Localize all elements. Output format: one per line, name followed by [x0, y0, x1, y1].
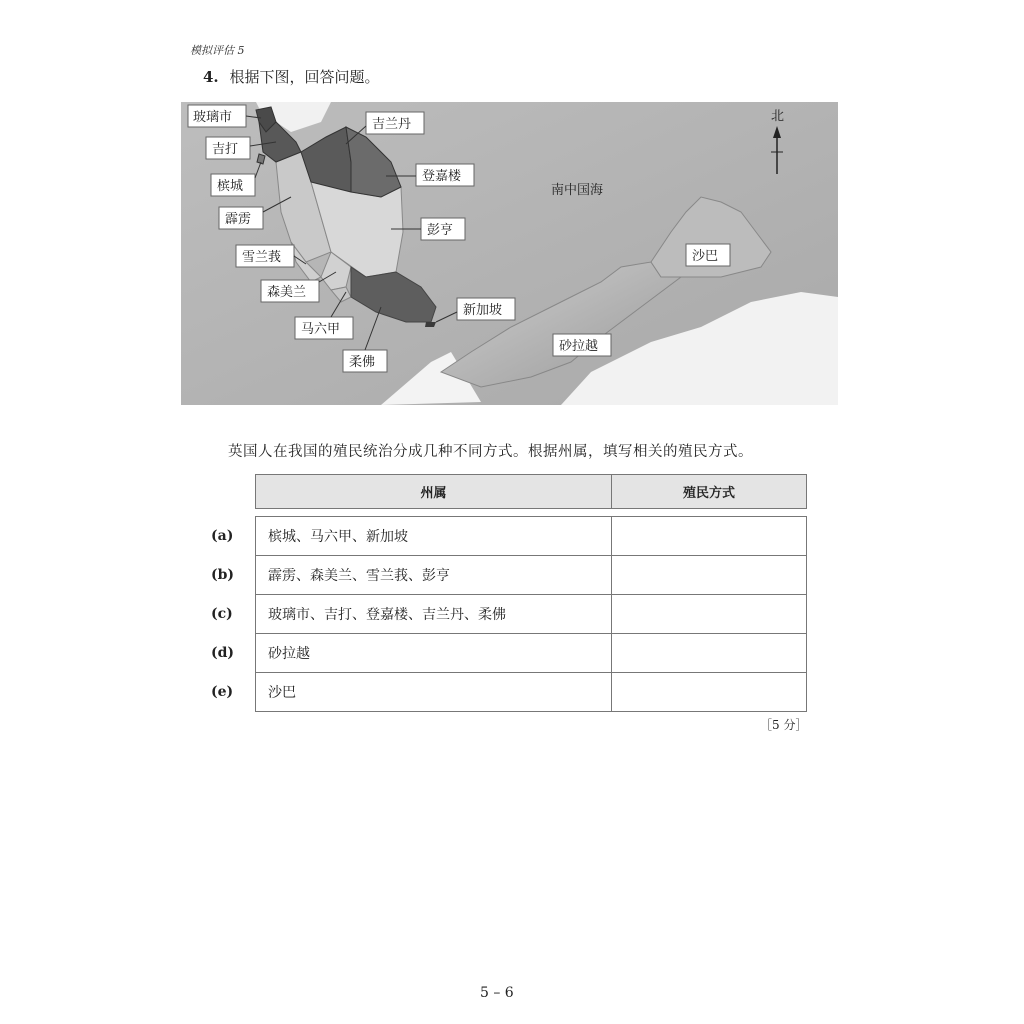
svg-text:马六甲: 马六甲 — [301, 322, 341, 337]
svg-text:柔佛: 柔佛 — [349, 355, 376, 370]
svg-text:新加坡: 新加坡 — [463, 303, 503, 318]
answer-cell[interactable] — [612, 517, 807, 556]
answer-table — [211, 474, 807, 712]
row-states-text: 玻璃市、吉打、登嘉楼、吉兰丹、柔佛 — [268, 607, 506, 623]
table-row — [256, 517, 807, 556]
malaysia-map — [181, 102, 838, 405]
table-row — [256, 673, 807, 712]
table-header-row — [256, 475, 807, 509]
row-states-text: 槟城、马六甲、新加坡 — [268, 529, 408, 545]
answer-cell[interactable] — [612, 556, 807, 595]
svg-text:吉兰丹: 吉兰丹 — [372, 117, 412, 132]
svg-text:玻璃市: 玻璃市 — [193, 110, 233, 125]
instruction-text: 英国人在我国的殖民统治分成几种不同方式。根据州属，填写相关的殖民方式。 — [228, 444, 753, 460]
svg-text:霹雳: 霹雳 — [225, 212, 252, 227]
answer-cell[interactable] — [612, 634, 807, 673]
question-text: 根据下图，回答问题。 — [229, 68, 380, 86]
row-letter: (e) — [211, 684, 234, 700]
answer-cell[interactable] — [612, 595, 807, 634]
assessment-header: 模拟评估 5 — [190, 44, 245, 57]
row-letter: (a) — [211, 528, 234, 544]
table-row — [256, 634, 807, 673]
row-states-text: 霹雳、森美兰、雪兰莪、彭亨 — [268, 568, 450, 584]
page-number: 5 – 6 — [480, 985, 514, 1001]
header-states: 州属 — [256, 475, 612, 509]
svg-text:槟城: 槟城 — [217, 179, 244, 194]
row-letter: (c) — [211, 606, 233, 622]
marks-label: ［5 分］ — [760, 718, 808, 732]
row-states — [211, 556, 612, 595]
label-sarawak — [553, 334, 611, 356]
question-line — [203, 66, 379, 87]
question-number: 4. — [203, 68, 219, 86]
svg-text:彭亨: 彭亨 — [427, 223, 454, 238]
svg-text:砂拉越: 砂拉越 — [559, 339, 599, 354]
row-states — [211, 517, 612, 556]
svg-text:登嘉楼: 登嘉楼 — [422, 169, 462, 184]
row-states — [211, 595, 612, 634]
svg-text:雪兰莪: 雪兰莪 — [242, 250, 282, 265]
row-states — [211, 673, 612, 712]
header-colonial-method: 殖民方式 — [612, 475, 807, 509]
answer-cell[interactable] — [612, 673, 807, 712]
svg-text:吉打: 吉打 — [212, 142, 239, 157]
table-row — [256, 556, 807, 595]
label-sabah — [686, 244, 730, 266]
row-letter: (b) — [211, 567, 235, 583]
table-row — [256, 595, 807, 634]
svg-text:沙巴: 沙巴 — [692, 249, 719, 264]
sea-label: 南中国海 — [551, 183, 604, 198]
row-states — [211, 634, 612, 673]
row-states-text: 砂拉越 — [268, 646, 310, 662]
svg-text:森美兰: 森美兰 — [267, 285, 307, 300]
row-states-text: 沙巴 — [268, 685, 296, 701]
north-label: 北 — [771, 109, 785, 124]
row-letter: (d) — [211, 645, 235, 661]
